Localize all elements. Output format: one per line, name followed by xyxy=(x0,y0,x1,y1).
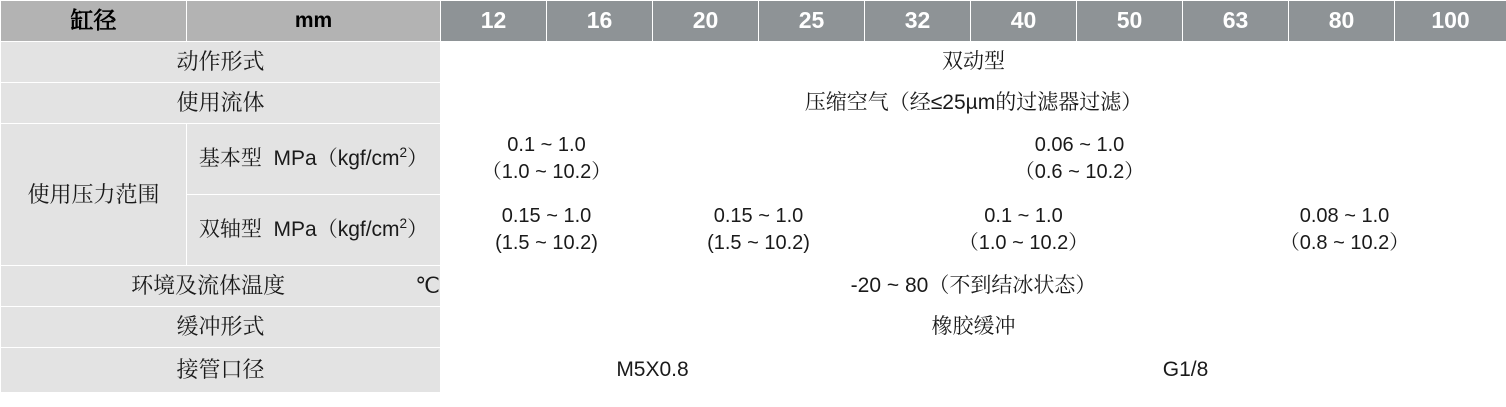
table-row xyxy=(1,42,1506,83)
table-row xyxy=(1,83,1506,124)
value-pressure-basic-2-line1: 0.06 ~ 1.0 xyxy=(1034,134,1125,156)
row-label-cushion: 缓冲形式 xyxy=(1,307,441,348)
value-pressure-dual-2-line1: 0.15 ~ 1.0 xyxy=(713,205,804,227)
row-label-pressure-range: 使用压力范围 xyxy=(1,124,187,266)
table-header-row xyxy=(1,1,1506,42)
row-label-temperature-text: 环境及流体温度 xyxy=(131,273,286,299)
sublabel-basic-unit-sup: 2 xyxy=(399,145,408,161)
value-pressure-dual-1-line2: (1.5 ~ 10.2) xyxy=(495,232,598,254)
header-bore-40: 40 xyxy=(971,1,1077,42)
sublabel-dual-unit xyxy=(274,218,429,241)
header-bore-16: 16 xyxy=(547,1,653,42)
value-fluid: 压缩空气（经≤25µm的过滤器过滤） xyxy=(441,83,1506,124)
table-row xyxy=(1,348,1506,393)
row-label-action-type: 动作形式 xyxy=(1,42,441,83)
sublabel-basic-unit-text: MPa（kgf/cm xyxy=(273,147,400,171)
value-pressure-dual-1-line1: 0.15 ~ 1.0 xyxy=(501,205,592,227)
sublabel-dual-name: 双轴型 xyxy=(198,218,262,242)
value-pressure-basic-1 xyxy=(441,124,653,195)
header-bore-25: 25 xyxy=(759,1,865,42)
value-pressure-dual-1 xyxy=(441,195,653,266)
table-row xyxy=(1,195,1506,266)
header-bore-80: 80 xyxy=(1289,1,1395,42)
sublabel-basic-name: 基本型 xyxy=(198,147,262,171)
value-cushion: 橡胶缓冲 xyxy=(441,307,1506,348)
table-row xyxy=(1,307,1506,348)
row-label-fluid: 使用流体 xyxy=(1,83,441,124)
table-row xyxy=(1,124,1506,195)
table-row xyxy=(1,266,1506,307)
header-bore-unit: mm xyxy=(187,1,441,42)
header-bore-50: 50 xyxy=(1077,1,1183,42)
value-pressure-basic-1-line2: （1.0 ~ 10.2） xyxy=(481,161,612,183)
value-pressure-basic-1-line1: 0.1 ~ 1.0 xyxy=(507,134,586,156)
row-label-temperature xyxy=(1,266,441,307)
sublabel-basic-type xyxy=(187,124,441,195)
row-label-port-size: 接管口径 xyxy=(1,348,441,393)
value-temperature: -20 ~ 80（不到结冰状态） xyxy=(441,266,1506,307)
value-pressure-dual-3 xyxy=(865,195,1183,266)
value-pressure-basic-2-line2: （0.6 ~ 10.2） xyxy=(1014,161,1145,183)
header-bore-12: 12 xyxy=(441,1,547,42)
header-bore-20: 20 xyxy=(653,1,759,42)
sublabel-basic-unit xyxy=(274,147,429,170)
header-bore-label: 缸径 xyxy=(1,1,187,42)
value-pressure-dual-3-line1: 0.1 ~ 1.0 xyxy=(984,205,1063,227)
sublabel-dual-unit-end: ） xyxy=(407,218,429,242)
value-port-size-1: M5X0.8 xyxy=(441,348,865,393)
value-pressure-dual-4-line2: （0.8 ~ 10.2） xyxy=(1279,232,1410,254)
header-bore-63: 63 xyxy=(1183,1,1289,42)
sublabel-dual-unit-sup: 2 xyxy=(399,216,408,232)
row-label-temperature-unit: ℃ xyxy=(415,273,440,299)
value-pressure-dual-4 xyxy=(1183,195,1506,266)
value-pressure-dual-2 xyxy=(653,195,865,266)
value-action-type: 双动型 xyxy=(441,42,1506,83)
value-port-size-2: G1/8 xyxy=(865,348,1506,393)
value-pressure-basic-2 xyxy=(653,124,1506,195)
sublabel-dual-unit-text: MPa（kgf/cm xyxy=(273,218,400,242)
value-pressure-dual-2-line2: (1.5 ~ 10.2) xyxy=(707,232,810,254)
header-bore-100: 100 xyxy=(1395,1,1506,42)
sublabel-dual-shaft-type xyxy=(187,195,441,266)
sublabel-basic-unit-end: ） xyxy=(407,147,429,171)
header-bore-32: 32 xyxy=(865,1,971,42)
value-pressure-dual-4-line1: 0.08 ~ 1.0 xyxy=(1299,205,1390,227)
value-pressure-dual-3-line2: （1.0 ~ 10.2） xyxy=(958,232,1089,254)
